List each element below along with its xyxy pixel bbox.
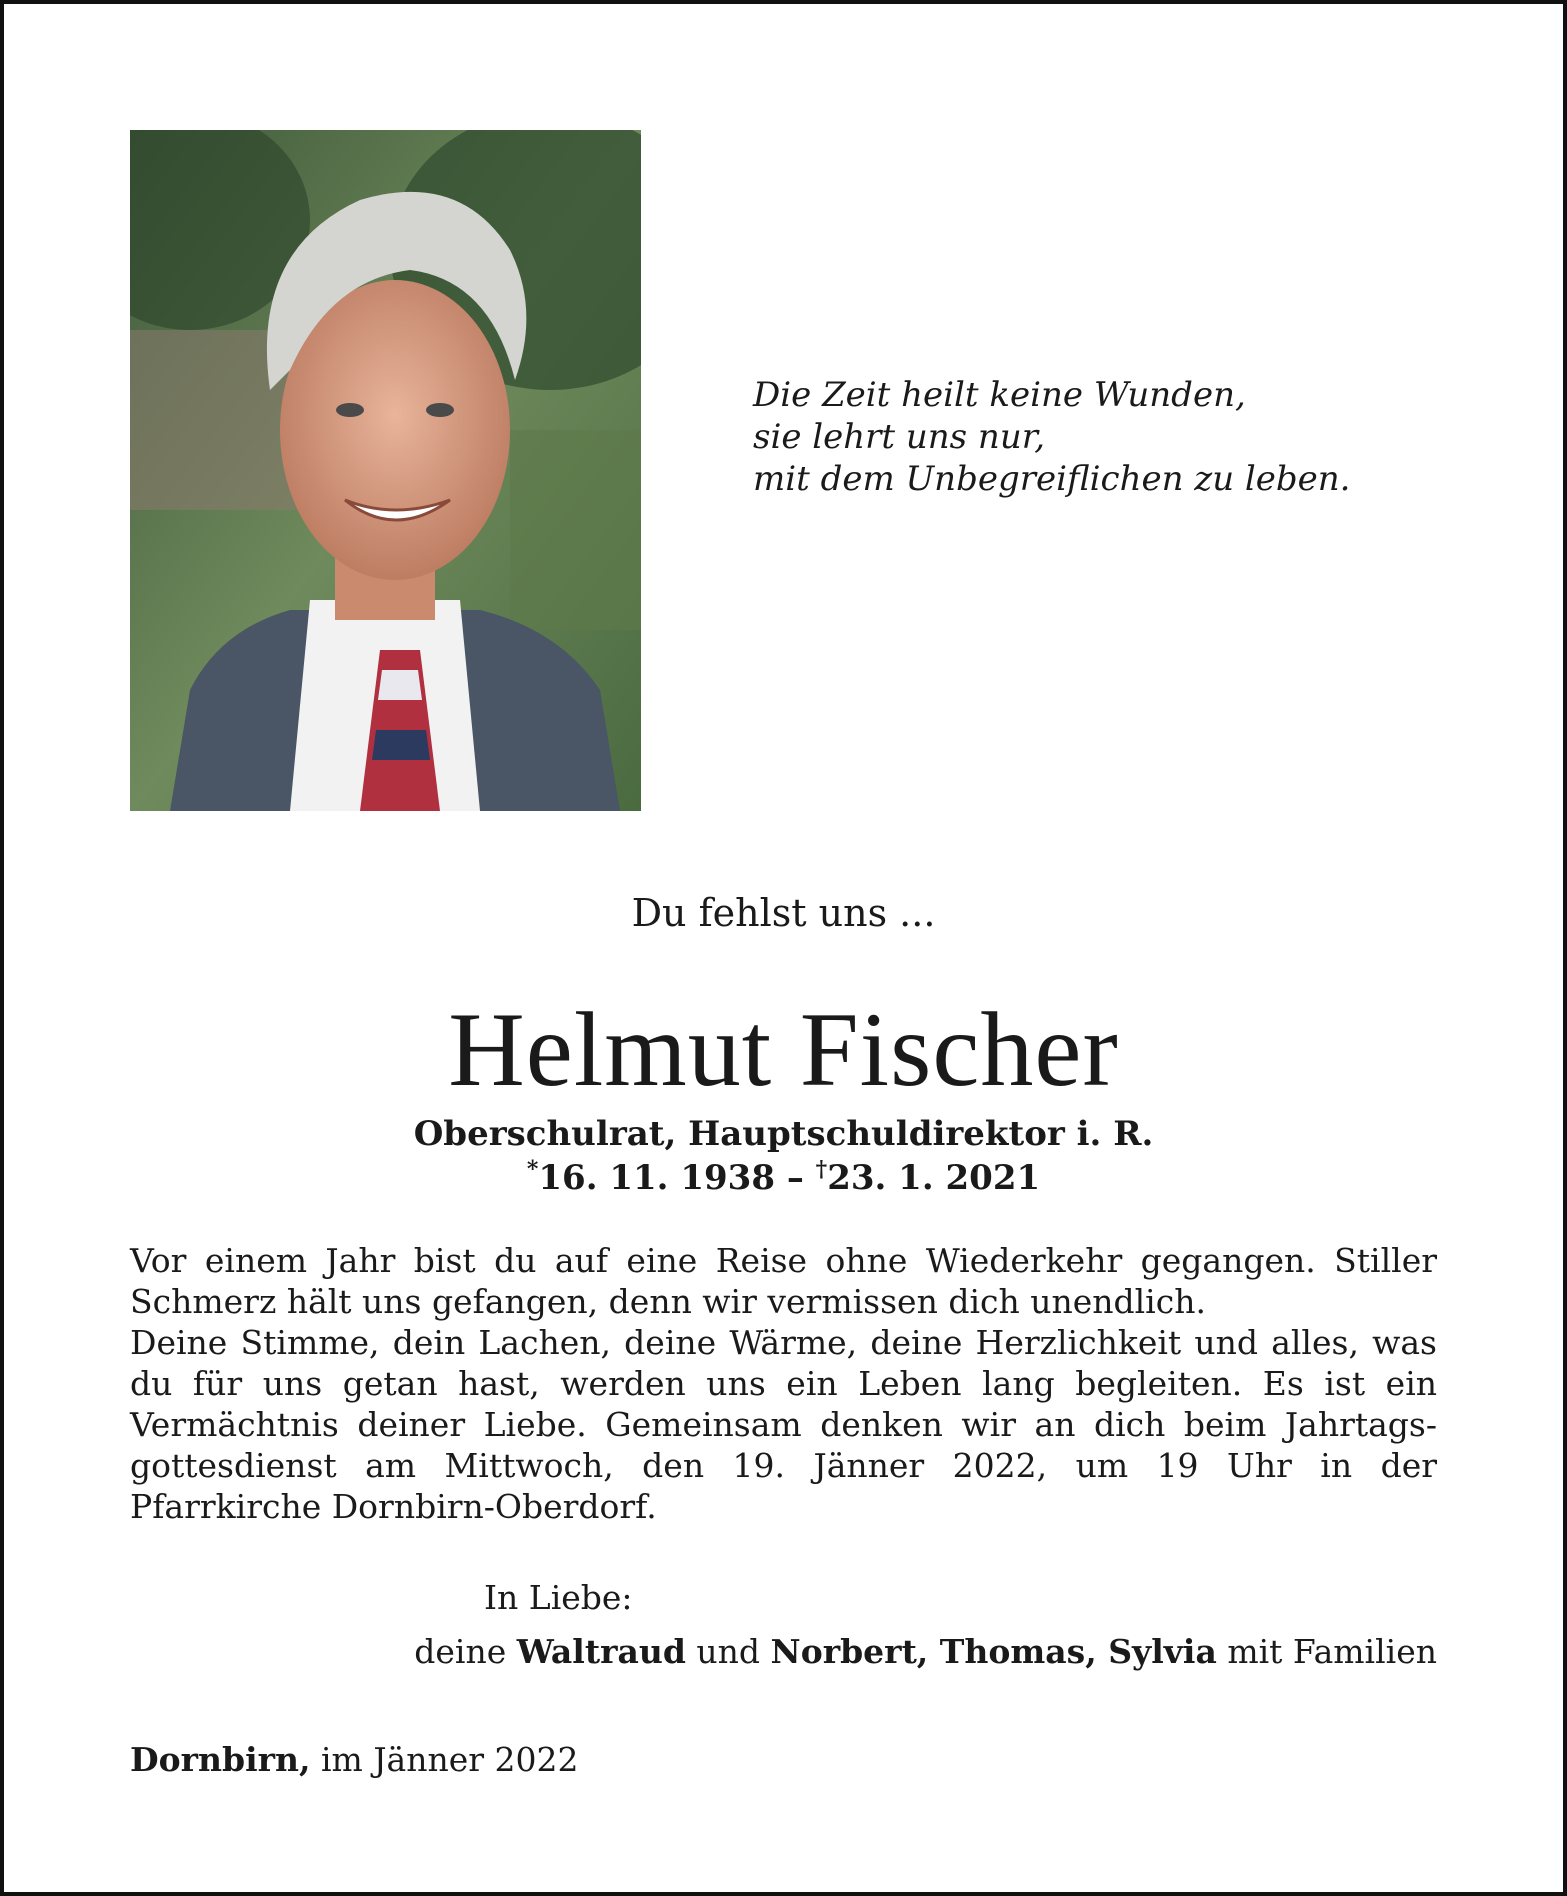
quote-line: Die Zeit heilt keine Wunden, [753, 375, 1246, 415]
memorial-quote [753, 374, 1453, 500]
birth-mark: * [526, 1156, 539, 1183]
date-separator: – [774, 1158, 816, 1198]
signature-name-spouse: Waltraud [516, 1632, 686, 1671]
place-date [130, 1738, 579, 1782]
memorial-paragraph: Vor einem Jahr bist du auf eine Reise ohne Wiederkehr gegangen. Stiller Schmerz hält uns gefangen, denn wir vermissen dich unendlich. [130, 1241, 1437, 1321]
quote-line: sie lehrt uns nur, [753, 417, 1046, 457]
signature-prefix: deine [414, 1632, 517, 1671]
portrait-photo [130, 130, 641, 811]
deceased-name: Helmut Fischer [448, 991, 1119, 1108]
place-date-text: im Jänner 2022 [310, 1740, 579, 1779]
life-dates [0, 1156, 1567, 1200]
signature-names-children: Norbert, Thomas, Sylvia [770, 1632, 1217, 1671]
death-date: 23. 1. 2021 [827, 1158, 1041, 1198]
death-mark: † [815, 1156, 828, 1183]
intro-line: Du fehlst uns ... [631, 891, 936, 935]
signature-and: und [685, 1632, 771, 1671]
signature-suffix: mit Familien [1216, 1632, 1437, 1671]
quote-line: mit dem Unbegreiflichen zu leben. [753, 459, 1351, 499]
place-city: Dornbirn, [130, 1740, 311, 1779]
signature-line [414, 1630, 1437, 1674]
deceased-title: Oberschulrat, Hauptschuldirektor i. R. [413, 1114, 1154, 1154]
birth-date: 16. 11. 1938 [538, 1158, 775, 1198]
memorial-text [130, 1240, 1437, 1527]
memorial-paragraph: Deine Stimme, dein Lachen, deine Wärme, deine Herzlichkeit und alles, was du für uns getan hast, werden uns ein Leben lang begleiten. Es ist ein Vermächtnis deiner Liebe. Gemeinsam denken wir an dich beim Jahrtagsgottesdienst am Mittwoch, den 19. Jänner 2022, um 19 Uhr in der Pfarrkirche Dornbirn-Oberdorf. [130, 1323, 1437, 1526]
signature-label: In Liebe: [484, 1578, 633, 1617]
